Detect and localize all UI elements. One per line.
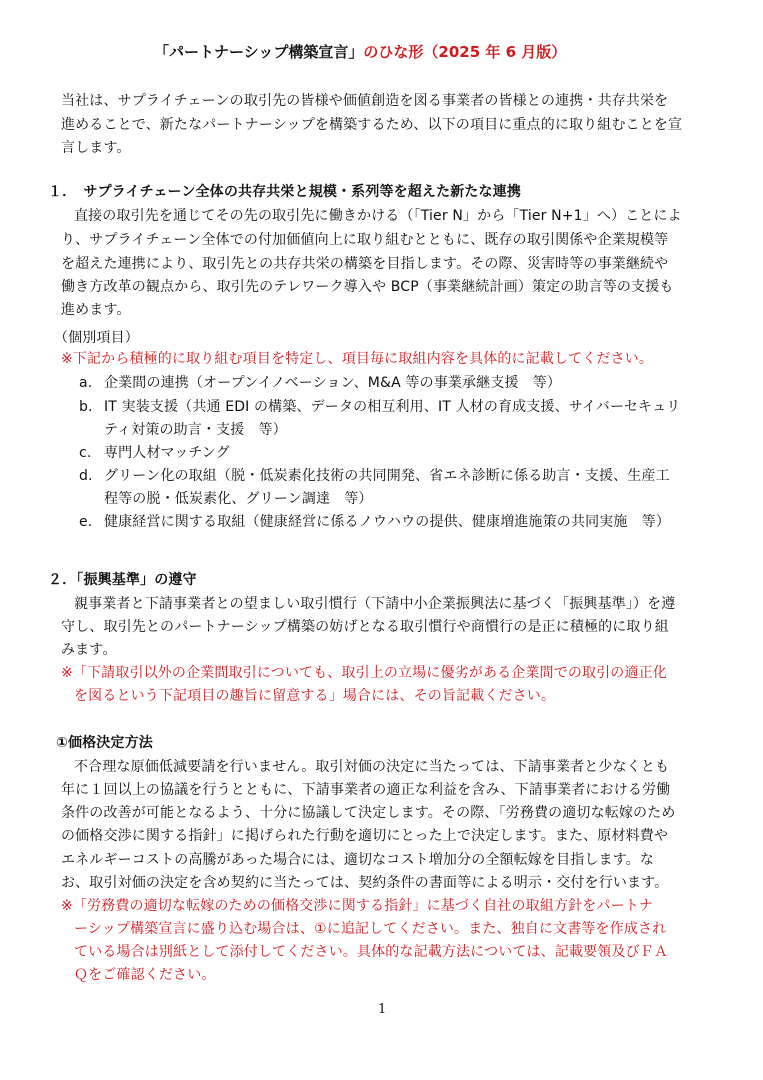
pricing-heading: ①価格決定方法 (56, 735, 153, 751)
intro-line: 言します。 (61, 140, 131, 156)
document-title (154, 41, 566, 62)
pricing-body-line: 年に１回以上の協議を行うとともに、下請事業者の適正な利益を含み、下請事業者における労働 (61, 782, 671, 798)
list-item-marker: c. (79, 445, 92, 461)
list-item-marker: e. (79, 514, 93, 530)
section-2-body-line: みます。 (61, 642, 117, 658)
section-2-body-line: 守し、取引先とのパートナーシップ構築の妨げとなる取引慣行や商慣行の是正に積極的に取り組 (61, 619, 669, 635)
intro-line: 進めることで、新たなパートナーシップを構築するため、以下の項目に重点的に取り組むことを宣 (61, 117, 683, 133)
list-item-continuation: ティ対策の助言・支援 等） (104, 422, 287, 438)
pricing-note-line: ーシップ構築宣言に盛り込む場合は、①に追記してください。また、独自に文書等を作成され (74, 921, 667, 937)
page-number: 1 (378, 1002, 387, 1017)
list-item-marker: d. (79, 468, 93, 484)
pricing-body-line: の価格交渉に関する指針」に掲げられた行動を適切にとった上で決定します。また、原材料費や (61, 828, 669, 844)
list-item: グリーン化の取組（脱・低炭素化技術の共同開発、省エネ診断に係る助言・支援、生産工 (104, 468, 670, 484)
pricing-note-line: ※「労務費の適切な転嫁のための価格交渉に関する指針」に基づく自社の取組方針をパートナ (61, 898, 654, 914)
section-2-body-line: 親事業者と下請事業者との望ましい取引慣行（下請中小企業振興法に基づく「振興基準」）を遵 (74, 596, 676, 612)
section-2-note-line: ※「下請取引以外の企業間取引についても、取引上の立場に優劣がある企業間での取引の適正化 (61, 665, 667, 681)
intro-line: 当社は、サプライチェーンの取引先の皆様や価値創造を図る事業者の皆様との連携・共存共栄を (61, 93, 669, 109)
list-item-marker: b. (79, 399, 93, 415)
pricing-body-line: 不合理な原価低減要請を行いません。取引対価の決定に当たっては、下請事業者と少なくとも (74, 759, 670, 775)
list-item: 専門人材マッチング (104, 445, 230, 461)
title-version: のひな形（2025 年 6 月版） (363, 43, 567, 61)
section-1-body-line: 直接の取引先を通じてその先の取引先に働きかける（「Tier N」から「Tier N+1」へ）ことによ (74, 208, 682, 224)
section-2-heading: ２．「振興基準」の遵守 (48, 572, 197, 588)
section-1-body-line: り、サプライチェーン全体での付加価値向上に取り組むとともに、既存の取引関係や企業規模等 (61, 232, 669, 248)
list-item: 健康経営に関する取組（健康経営に係るノウハウの提供、健康増進施策の共同実施 等） (104, 514, 670, 530)
pricing-note-line: ている場合は別紙として添付してください。具体的な記載方法については、記載要領及びＦＡ (74, 944, 669, 960)
title-main: 「パートナーシップ構築宣言」 (154, 43, 364, 61)
list-item-marker: a. (79, 375, 93, 391)
list-item-continuation: 程等の脱・低炭素化、グリーン調達 等） (104, 491, 373, 507)
pricing-body-line: エネルギーコストの高騰があった場合には、適切なコスト増加分の全額転嫁を目指します。な (61, 852, 655, 868)
list-item: 企業間の連携（オープンイノベーション、M&A 等の事業承継支援 等） (104, 375, 562, 391)
section-1-body-line: を超えた連携により、取引先との共存共栄の構築を目指します。その際、災害時等の事業継続や (61, 256, 669, 272)
section-1-body-line: 働き方改革の観点から、取引先のテレワーク導入や BCP（事業継続計画）策定の助言等の支援も (61, 279, 674, 295)
pricing-note-line: Ｑをご確認ください。 (74, 967, 216, 983)
section-1-instruction-note: ※下記から積極的に取り組む項目を特定し、項目毎に取組内容を具体的に記載してください。 (61, 351, 654, 367)
list-item: IT 実装支援（共通 EDI の構築、データの相互利用、IT 人材の育成支援、サイバーセキュリ (104, 399, 681, 415)
pricing-body-line: 条件の改善が可能となるよう、十分に協議して決定します。その際、「労務費の適切な転嫁のため (61, 805, 676, 821)
section-1-body-line: 進めます。 (61, 302, 131, 318)
individual-items-label: （個別項目） (54, 330, 139, 346)
pricing-body-line: お、取引対価の決定を含め契約に当たっては、契約条件の書面等による明示・交付を行います。 (61, 875, 669, 891)
section-1-heading: １． サプライチェーン全体の共存共栄と規模・系列等を超えた新たな連携 (48, 184, 521, 200)
section-2-note-line: を図るという下記項目の趣旨に留意する」場合には、その旨記載ください。 (74, 688, 556, 704)
